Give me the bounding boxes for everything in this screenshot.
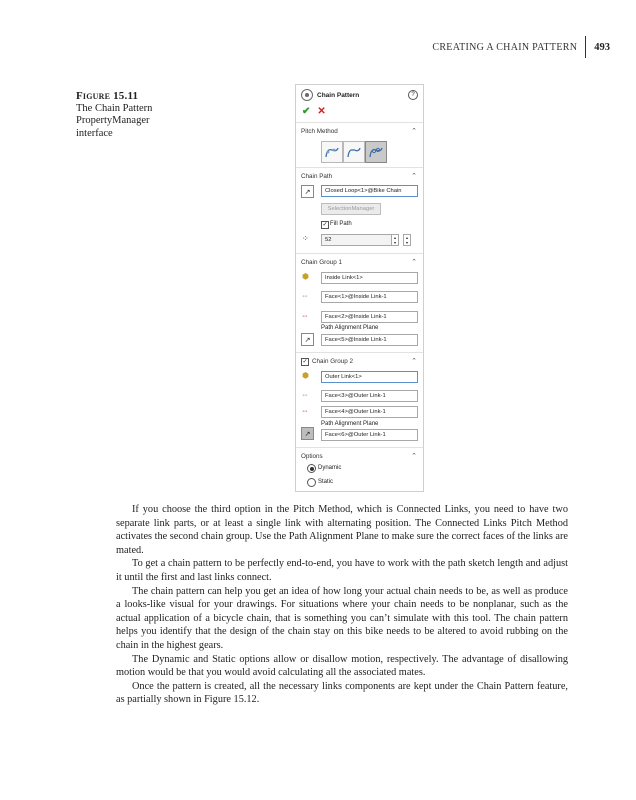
chain-group-2-link-field[interactable]: Outer Link<1> [321, 371, 418, 383]
body-paragraph: Once the pattern is created, all the necessary links components are kept under the Chain Pattern feature, as partially shown in Figure 15.12. [116, 680, 568, 706]
chain-group-1-alignment-field[interactable]: Face<5>@Inside Link-1 [321, 334, 418, 346]
pitch-linkage-icon [346, 145, 362, 159]
figure-caption-text: The Chain Pattern PropertyManager interface [76, 102, 153, 139]
dynamic-label: Dynamic [318, 465, 342, 471]
chevron-up-icon[interactable]: ⌃ [411, 128, 417, 135]
help-icon[interactable]: ? [408, 90, 418, 100]
figure-caption [76, 90, 186, 140]
instance-count-field[interactable]: 52 [321, 234, 392, 246]
section-title-pitch-method[interactable]: Pitch Method [301, 128, 338, 135]
figure-label: Figure 15.11 [76, 90, 139, 102]
body-paragraph: To get a chain pattern to be perfectly end-to-end, you have to work with the path sketch length and adjust it until the first and last links connect. [116, 558, 568, 583]
section-divider [296, 352, 423, 353]
selection-manager-button[interactable]: SelectionManager [321, 203, 381, 215]
running-header [432, 36, 610, 58]
pm-title: Chain Pattern [317, 91, 360, 99]
static-label: Static [318, 479, 334, 485]
body-text [116, 503, 568, 707]
section-title-chain-group-1[interactable]: Chain Group 1 [301, 259, 342, 266]
chevron-up-icon[interactable]: ⌃ [411, 358, 417, 365]
chain-pattern-property-manager [295, 84, 424, 492]
dynamic-radio[interactable] [307, 464, 316, 473]
section-divider [296, 122, 423, 123]
pitch-method-connected-links-button[interactable] [365, 141, 387, 163]
path-alignment-plane-label: Path Alignment Plane [321, 421, 379, 427]
chain-group-2-face1-field[interactable]: Face<3>@Outer Link-1 [321, 390, 418, 402]
part-link-icon: ⬢ [302, 371, 309, 380]
pitch-distance-icon [324, 145, 340, 159]
body-paragraph: If you choose the third option in the Pitch Method, which is Connected Links, you need to have two separate link parts, or at least a single link with alternating position. The Connected Links Pitch Method activates the second chain group. Use the Path Alignment Plane to make sure the correct faces of the links are mated. [116, 504, 568, 556]
instance-count-icon: ⁘ [302, 234, 309, 243]
pm-actions [302, 106, 326, 117]
spin-arrows-icon[interactable]: ▴ ▾ [391, 234, 399, 246]
part-link-icon: ⬢ [302, 272, 309, 281]
section-divider [296, 167, 423, 168]
path-alignment-plane-label: Path Alignment Plane [321, 325, 379, 331]
fill-path-label: Fill Path [330, 221, 352, 227]
section-title-options[interactable]: Options [301, 453, 323, 460]
arrow-select-icon: ↗ [301, 427, 314, 440]
cancel-button[interactable]: ✕ [317, 106, 326, 117]
chain-group-1-face1-field[interactable]: Face<1>@Inside Link-1 [321, 291, 418, 303]
running-title: CREATING A CHAIN PATTERN [432, 41, 578, 53]
chain-group-2-face2-field[interactable]: Face<4>@Outer Link-1 [321, 406, 418, 418]
spin-arrows-icon[interactable]: ▴ ▾ [403, 234, 411, 246]
chain-group-1-face2-field[interactable]: Face<2>@Inside Link-1 [321, 311, 418, 323]
chevron-up-icon[interactable]: ⌃ [411, 453, 417, 460]
pitch-connected-links-icon [368, 145, 384, 159]
arrow-select-icon: ↗ [301, 185, 314, 198]
pitch-method-distance-linkage-button[interactable] [343, 141, 365, 163]
chain-group-2-checkbox[interactable]: ✓ [302, 359, 308, 365]
ok-button[interactable]: ✔ [302, 106, 311, 117]
page-number: 493 [594, 41, 610, 53]
pm-title-bar [301, 89, 418, 101]
chain-group-1-link-field[interactable]: Inside Link<1> [321, 272, 418, 284]
body-paragraph: The Dynamic and Static options allow or disallow motion, respectively. The advantage of disallowing motion would be that you would avoid calculating all the associated mates. [116, 653, 568, 679]
chain-pattern-icon [301, 89, 313, 101]
chevron-up-icon[interactable]: ⌃ [411, 259, 417, 266]
body-paragraph: The chain pattern can help you get an idea of how long your actual chain needs to be, as well as produce a looks-like visual for your drawings. For situations where your chain needs to be nonplanar, such as the actual application of a bicycle chain, that is something you can’t simulate with this tool. The chain pattern helps you identify that the design of the chain stay on this bike needs to be altered to avoid rubbing on the chain in the highest gears. [116, 585, 568, 651]
section-divider [296, 447, 423, 448]
fill-path-checkbox[interactable]: ✓ [322, 222, 328, 228]
pitch-method-buttons [321, 141, 387, 163]
section-divider [296, 253, 423, 254]
pitch-method-distance-button[interactable] [321, 141, 343, 163]
static-radio[interactable] [307, 478, 316, 487]
chain-path-field[interactable]: Closed Loop<1>@Bike Chain [321, 185, 418, 197]
section-title-chain-group-2[interactable]: Chain Group 2 [312, 358, 353, 365]
face-select-icon: ⇔ [301, 406, 309, 415]
face-select-icon: ⇔ [301, 390, 309, 399]
face-select-icon: ⇔ [301, 291, 309, 300]
face-select-icon: ⇔ [301, 311, 309, 320]
chevron-up-icon[interactable]: ⌃ [411, 173, 417, 180]
section-title-chain-path[interactable]: Chain Path [301, 173, 333, 180]
chain-group-2-alignment-field[interactable]: Face<6>@Outer Link-1 [321, 429, 418, 441]
header-divider [585, 36, 586, 58]
arrow-select-icon: ↗ [301, 333, 314, 346]
